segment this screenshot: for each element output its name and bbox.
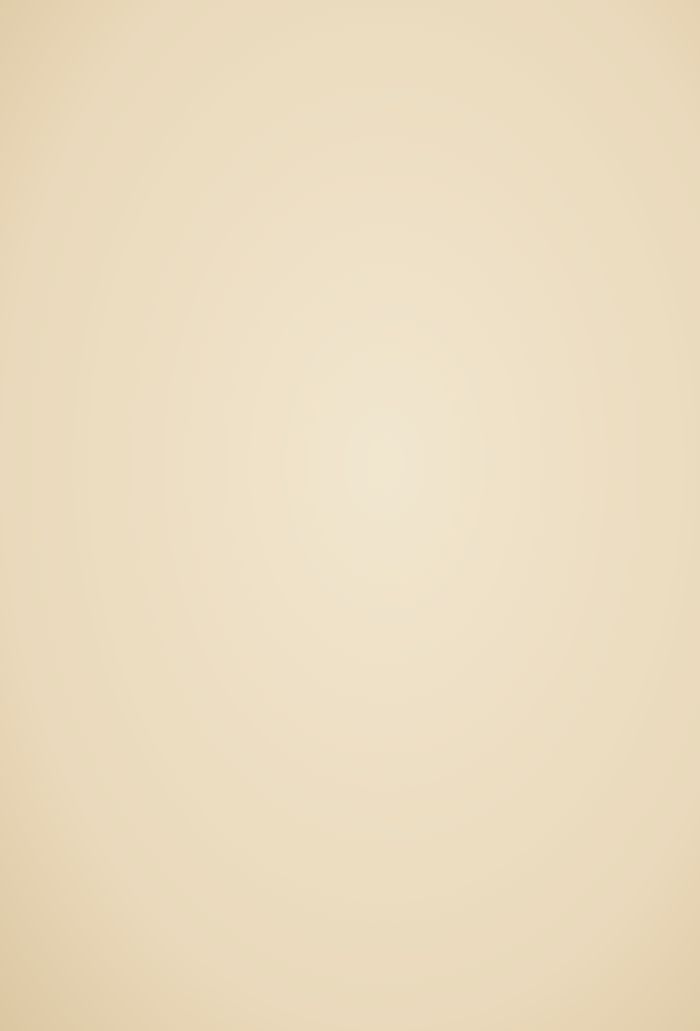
- running-head: [0, 58, 700, 80]
